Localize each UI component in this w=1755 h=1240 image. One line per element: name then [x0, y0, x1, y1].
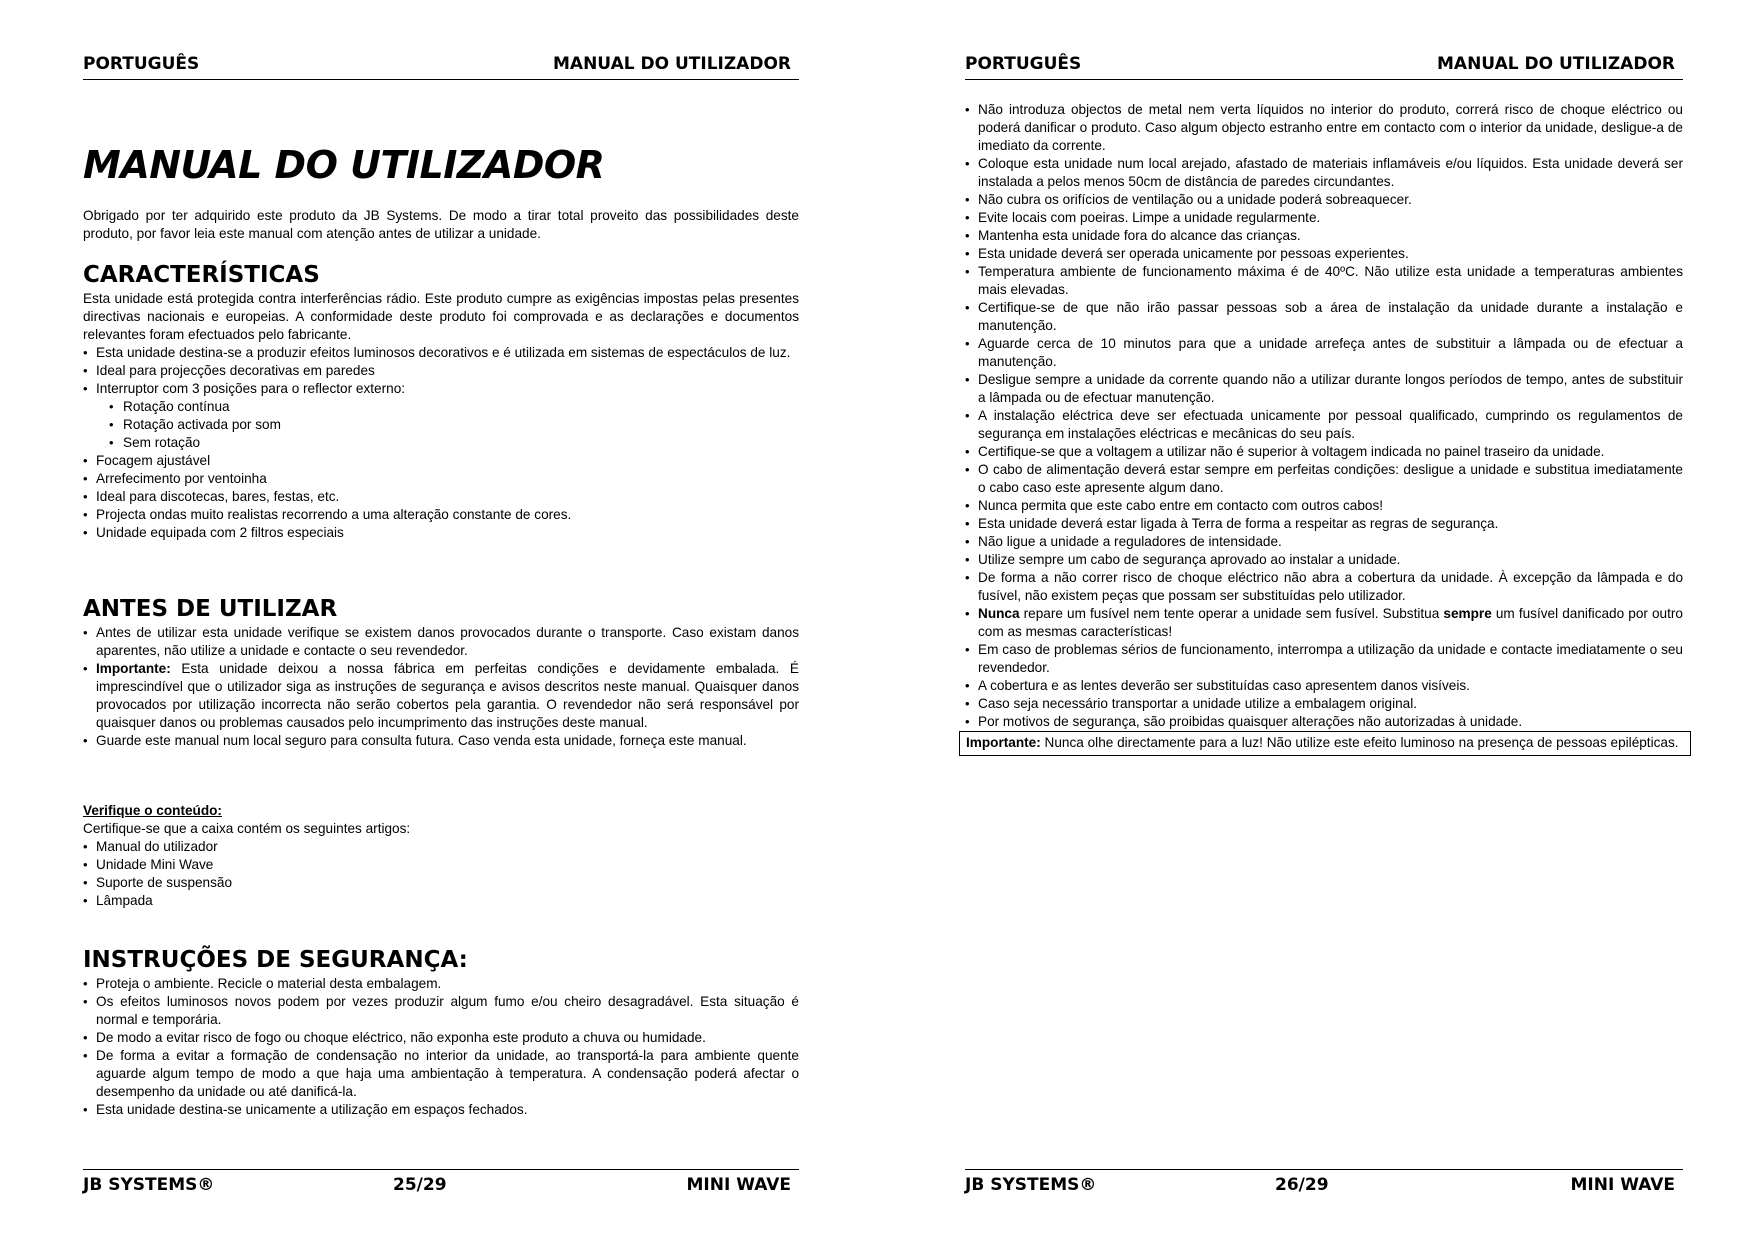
- list-item: • Nunca permita que este cabo entre em contacto com outros cabos!: [978, 497, 1683, 515]
- switch-options-list: [83, 398, 799, 452]
- section-heading: INSTRUÇÕES DE SEGURANÇA:: [83, 947, 468, 973]
- title-block: [83, 145, 799, 187]
- list-item: • Caso seja necessário transportar a unidade utilize a embalagem original.: [978, 695, 1683, 713]
- caracteristicas-section: [83, 262, 799, 542]
- important-text: Esta unidade deixou a nossa fábrica em perfeitas condições e devidamente embalada. É imprescindível que o utilizador siga as instruções de segurança e avisos descritos neste manual. Quaisquer danos provocados por utilização incorrecta não serão cobertos pela garantia. O revendedor não será responsável por quaisquer danos ou problemas causados pelo incumprimento das instruções deste manual.: [96, 660, 799, 730]
- list-item: • Ideal para projecções decorativas em paredes: [96, 362, 799, 380]
- page-header: [965, 54, 1683, 80]
- sempre-label: sempre: [1443, 606, 1492, 621]
- footer-page-number: 26/29: [1275, 1175, 1329, 1195]
- list-item: • Suporte de suspensão: [96, 874, 799, 892]
- header-section: MANUAL DO UTILIZADOR: [1437, 54, 1675, 74]
- important-label: Importante:: [96, 660, 171, 676]
- list-item: • Temperatura ambiente de funcionamento máxima é de 40ºC. Não utilize esta unidade a temperaturas ambientes mais elevadas.: [978, 263, 1683, 299]
- feature-list-continued: [83, 452, 799, 542]
- list-item: • Coloque esta unidade num local arejado, afastado de materiais inflamáveis e/ou líquidos. Esta unidade deverá ser instalada a pelos menos 50cm de distância de paredes circundantes.: [978, 155, 1683, 191]
- safety-list-continued: [965, 101, 1683, 731]
- list-item: • Unidade equipada com 2 filtros especiais: [96, 524, 799, 542]
- left-page: [83, 0, 799, 1240]
- page-footer: [965, 1169, 1683, 1196]
- note-text: Nunca olhe directamente para a luz! Não utilize este efeito luminoso na presença de pessoas epilépticas.: [1040, 735, 1679, 750]
- list-item: • Não cubra os orifícios de ventilação ou a unidade poderá sobreaquecer.: [978, 191, 1683, 209]
- list-item: • De modo a evitar risco de fogo ou choque eléctrico, não exponha este produto a chuva ou humidade.: [96, 1029, 799, 1047]
- page-header: [83, 54, 799, 80]
- header-language: PORTUGUÊS: [965, 54, 1082, 74]
- list-item: • Esta unidade destina-se unicamente a utilização em espaços fechados.: [96, 1101, 799, 1119]
- note-label: Importante:: [966, 735, 1041, 750]
- list-item: • Utilize sempre um cabo de segurança aprovado ao instalar a unidade.: [978, 551, 1683, 569]
- list-item: • Proteja o ambiente. Recicle o material desta embalagem.: [96, 975, 799, 993]
- list-item: • Ideal para discotecas, bares, festas, etc.: [96, 488, 799, 506]
- list-item: • Manual do utilizador: [96, 838, 799, 856]
- header-language: PORTUGUÊS: [83, 54, 200, 74]
- list-item: • Mantenha esta unidade fora do alcance das crianças.: [978, 227, 1683, 245]
- page-footer: [83, 1169, 799, 1196]
- list-item: [978, 605, 1683, 641]
- list-item: • Antes de utilizar esta unidade verifique se existem danos provocados durante o transporte. Caso existam danos aparentes, não utilize a unidade e contacte o seu revendedor.: [96, 624, 799, 660]
- header-section: MANUAL DO UTILIZADOR: [553, 54, 791, 74]
- contents-list: [83, 838, 799, 910]
- right-page: [965, 0, 1683, 1240]
- subsection-heading: Verifique o conteúdo:: [83, 803, 222, 818]
- list-item: • Os efeitos luminosos novos podem por vezes produzir algum fumo e/ou cheiro desagradável. Esta situação é normal e temporária.: [96, 993, 799, 1029]
- footer-page-number: 25/29: [393, 1175, 447, 1195]
- footer-product: MINI WAVE: [686, 1175, 791, 1195]
- section-heading: CARACTERÍSTICAS: [83, 262, 320, 288]
- nunca-label: Nunca: [978, 606, 1020, 621]
- intro-paragraph: Obrigado por ter adquirido este produto da JB Systems. De modo a tirar total proveito das possibilidades deste produto, por favor leia este manual com atenção antes de utilizar a unidade.: [83, 208, 799, 241]
- list-item: • Evite locais com poeiras. Limpe a unidade regularmente.: [978, 209, 1683, 227]
- list-item: • Não ligue a unidade a reguladores de intensidade.: [978, 533, 1683, 551]
- safety-continued-section: [965, 101, 1683, 756]
- list-item: • Certifique-se que a voltagem a utilizar não é superior à voltagem indicada no painel traseiro da unidade.: [978, 443, 1683, 461]
- footer-brand: JB SYSTEMS®: [83, 1175, 215, 1195]
- nunca-text-end: um fusível danificado por outro com as mesmas características!: [978, 606, 1683, 639]
- list-item: • Esta unidade deverá estar ligada à Terra de forma a respeitar as regras de segurança.: [978, 515, 1683, 533]
- list-item: • O cabo de alimentação deverá estar sempre em perfeitas condições: desligue a unidade e substitua imediatamente o cabo caso este apresente algum dano.: [978, 461, 1683, 497]
- list-item: [96, 660, 799, 732]
- feature-list: [83, 344, 799, 398]
- list-item: • Rotação activada por som: [123, 416, 799, 434]
- list-item: • Arrefecimento por ventoinha: [96, 470, 799, 488]
- footer-product: MINI WAVE: [1570, 1175, 1675, 1195]
- antes-list: [83, 624, 799, 750]
- list-item: • Sem rotação: [123, 434, 799, 452]
- list-item: • Lâmpada: [96, 892, 799, 910]
- list-item: • Focagem ajustável: [96, 452, 799, 470]
- list-item: • Esta unidade destina-se a produzir efeitos luminosos decorativos e é utilizada em sistemas de espectáculos de luz.: [96, 344, 799, 362]
- list-item: • Guarde este manual num local seguro para consulta futura. Caso venda esta unidade, forneça este manual.: [96, 732, 799, 750]
- verifique-section: [83, 802, 799, 910]
- list-item: • De forma a não correr risco de choque eléctrico não abra a cobertura da unidade. À excepção da lâmpada e do fusível, não existem peças que possam ser substituídas pelo utilizador.: [978, 569, 1683, 605]
- safety-list: [83, 975, 799, 1119]
- seguranca-section: [83, 947, 799, 1119]
- page-title: MANUAL DO UTILIZADOR: [83, 143, 605, 187]
- list-item: • A cobertura e as lentes deverão ser substituídas caso apresentem danos visíveis.: [978, 677, 1683, 695]
- list-item: • Interruptor com 3 posições para o reflector externo:: [96, 380, 799, 398]
- list-item: • Projecta ondas muito realistas recorrendo a uma alteração constante de cores.: [96, 506, 799, 524]
- section-paragraph: Esta unidade está protegida contra interferências rádio. Este produto cumpre as exigências impostas pelas presentes directivas nacionais e europeias. A conformidade deste produto foi comprovada e as declarações e documentos relevantes foram efectuados pelo fabricante.: [83, 290, 799, 342]
- list-item: • Esta unidade deverá ser operada unicamente por pessoas experientes.: [978, 245, 1683, 263]
- section-heading: ANTES DE UTILIZAR: [83, 596, 338, 622]
- list-item: • Em caso de problemas sérios de funcionamento, interrompa a utilização da unidade e contacte imediatamente o seu revendedor.: [978, 641, 1683, 677]
- list-item: • Desligue sempre a unidade da corrente quando não a utilizar durante longos períodos de tempo, antes de substituir a lâmpada ou de efectuar manutenção.: [978, 371, 1683, 407]
- list-item: • De forma a evitar a formação de condensação no interior da unidade, ao transportá-la para ambiente quente aguarde algum tempo de modo a que haja uma ambientação à temperatura. A condensação poderá afectar o desempenho da unidade ou até danificá-la.: [96, 1047, 799, 1101]
- important-note-box: [959, 731, 1691, 756]
- list-item: • Certifique-se de que não irão passar pessoas sob a área de instalação da unidade durante a instalação e manutenção.: [978, 299, 1683, 335]
- antes-section: [83, 596, 799, 750]
- list-item: • Unidade Mini Wave: [96, 856, 799, 874]
- footer-brand: JB SYSTEMS®: [965, 1175, 1097, 1195]
- list-item: • Aguarde cerca de 10 minutos para que a unidade arrefeça antes de substituir a lâmpada ou de efectuar a manutenção.: [978, 335, 1683, 371]
- list-item: • Rotação contínua: [123, 398, 799, 416]
- subsection-paragraph: Certifique-se que a caixa contém os seguintes artigos:: [83, 821, 411, 836]
- list-item: • Não introduza objectos de metal nem verta líquidos no interior do produto, correrá risco de choque eléctrico ou poderá danificar o produto. Caso algum objecto estranho entre em contacto com o interior da unidade, desligue-a de imediato da corrente.: [978, 101, 1683, 155]
- nunca-text: repare um fusível nem tente operar a unidade sem fusível. Substitua: [1019, 606, 1444, 621]
- intro-block: [83, 207, 799, 243]
- list-item: • Por motivos de segurança, são proibidas quaisquer alterações não autorizadas à unidade.: [978, 713, 1683, 731]
- list-item: • A instalação eléctrica deve ser efectuada unicamente por pessoal qualificado, cumprindo os regulamentos de segurança em instalações eléctricas e mecânicas do seu país.: [978, 407, 1683, 443]
